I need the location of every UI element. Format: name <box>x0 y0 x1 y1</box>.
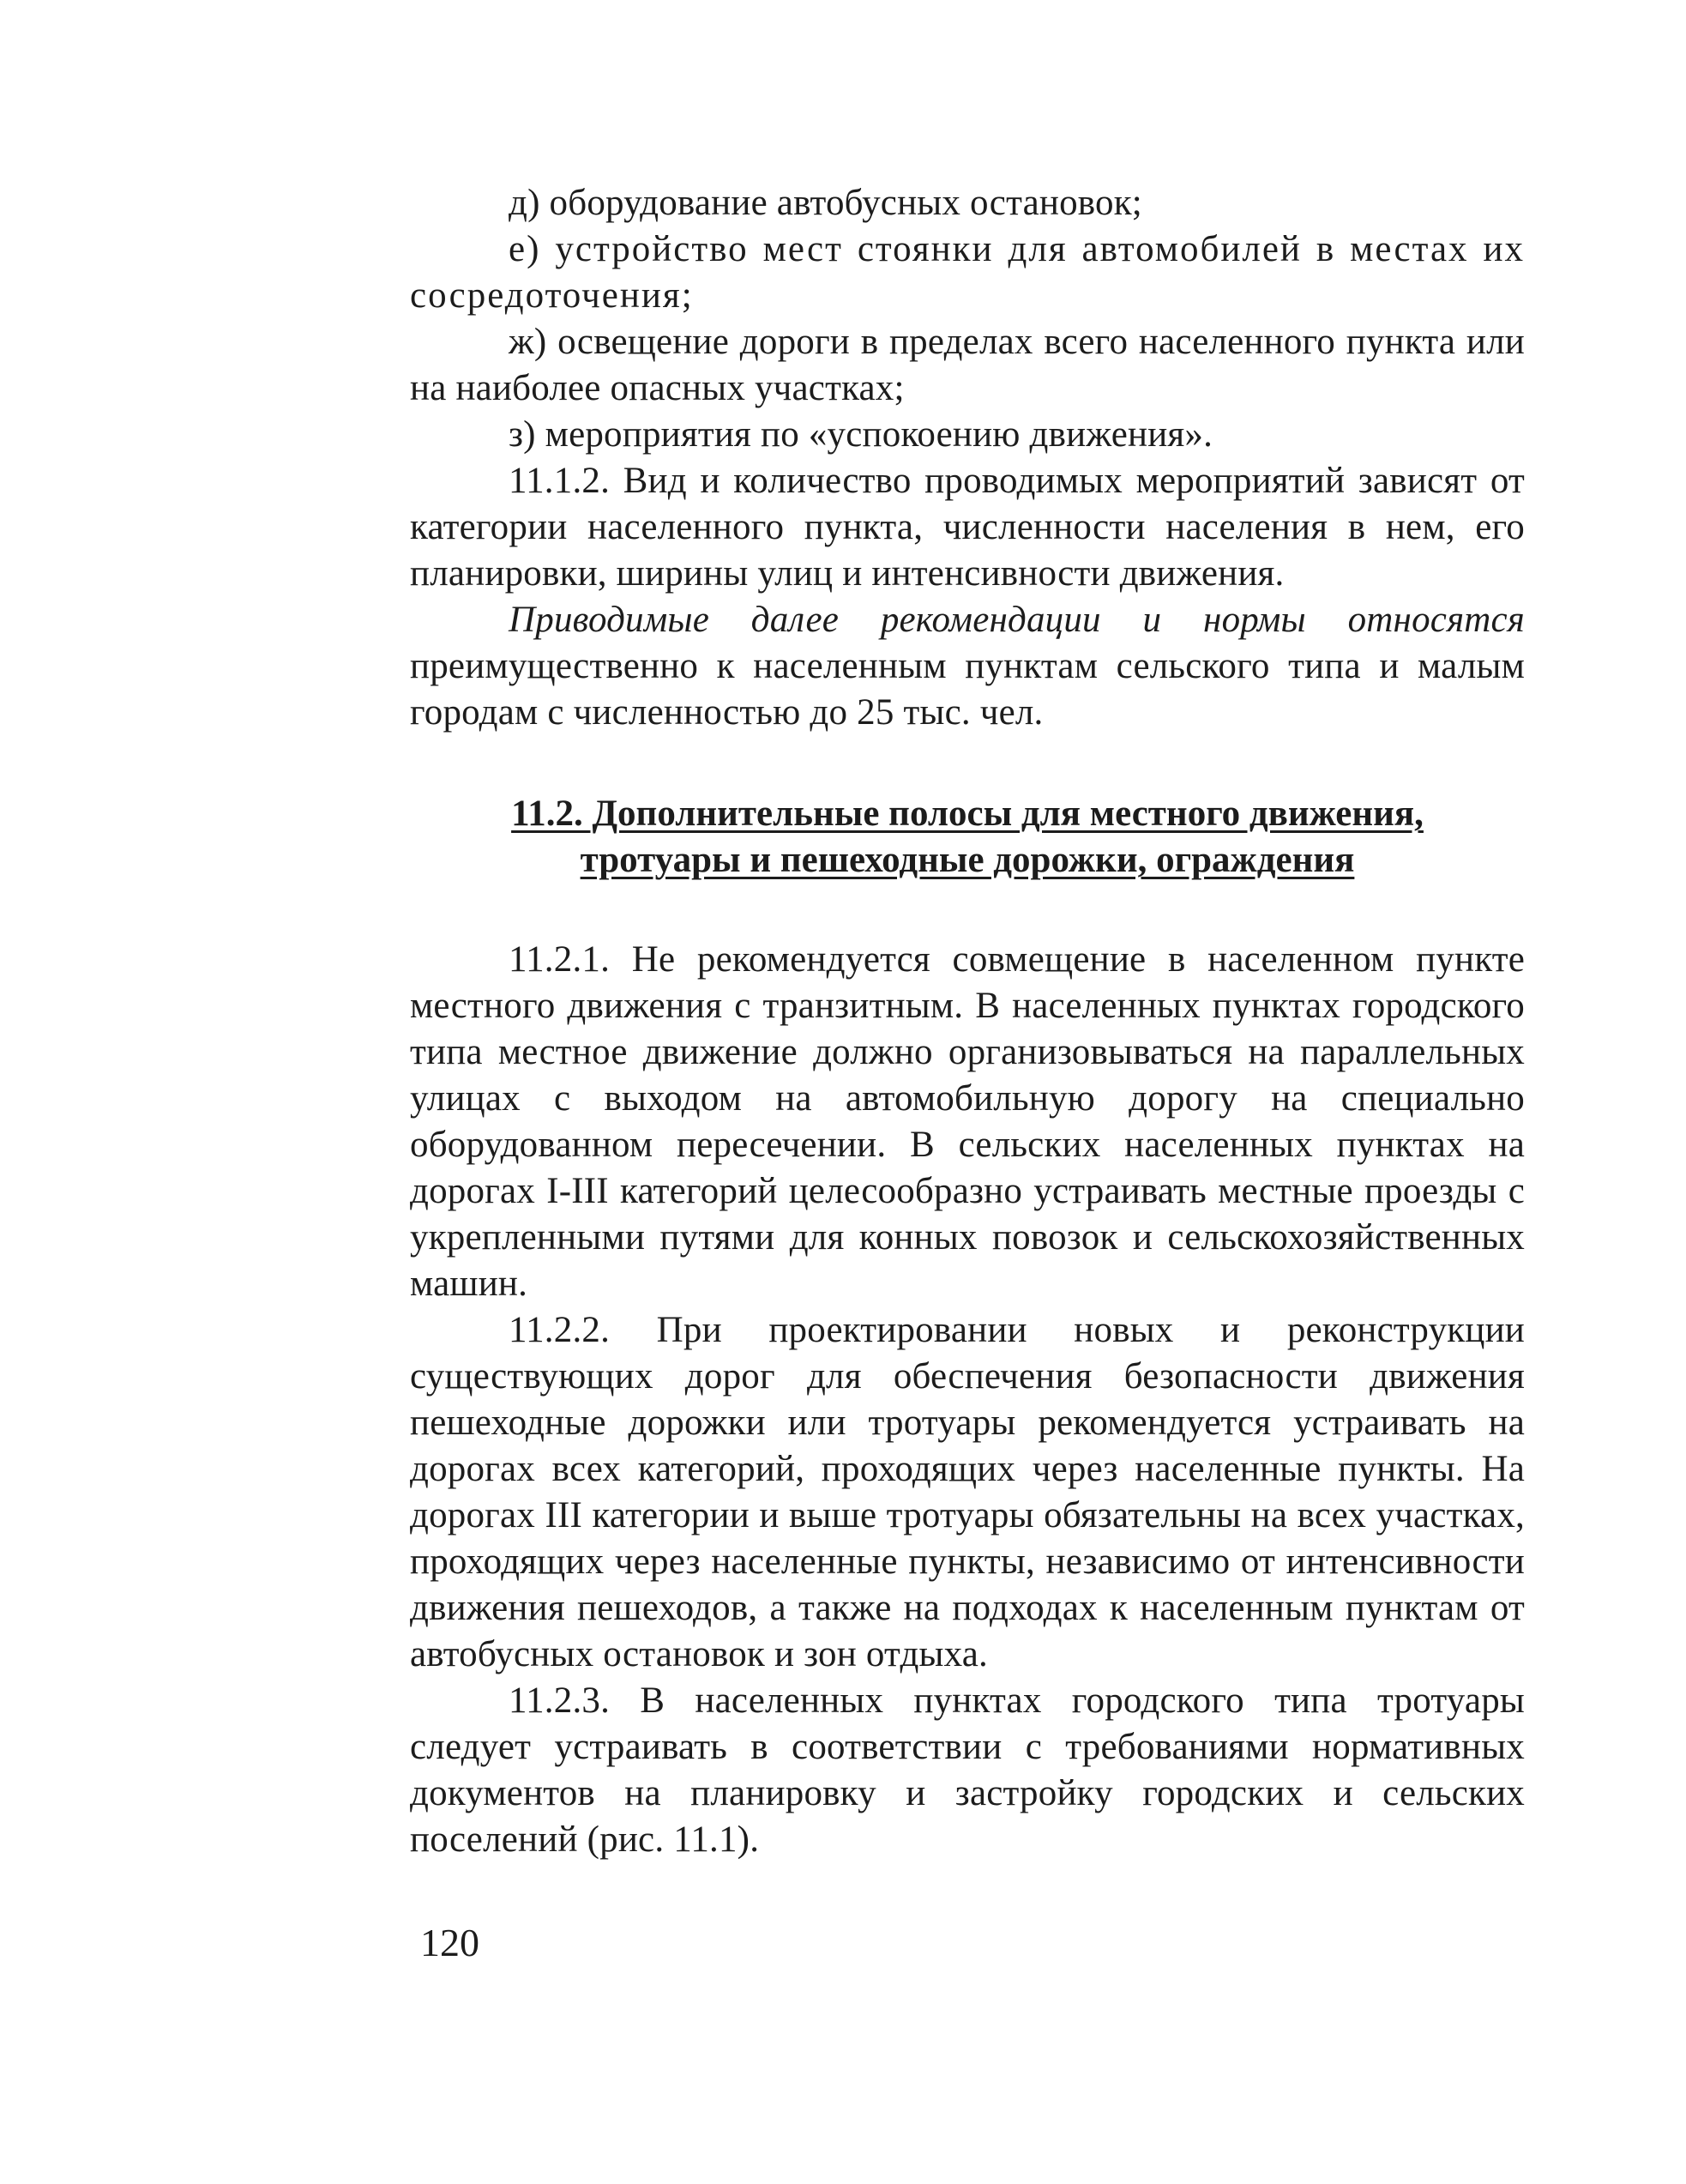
heading-line-2: тротуары и пешеходные дорожки, ограждения <box>580 840 1355 880</box>
recommendations-lead: Приводимые далее рекомендации и нормы относятся <box>509 600 1525 640</box>
paragraph-11-1-2: 11.1.2. Вид и количество проводимых мероприятий зависят от категории населенного пункта, численности населения в нем, его планировки, ширины улиц и интенсивности движения. <box>410 461 1525 594</box>
page-number: 120 <box>420 1921 479 1964</box>
list-item-z: з) мероприятия по «успокоению движения». <box>509 414 1213 455</box>
paragraph-11-2-3: 11.2.3. В населенных пунктах городского типа тротуары следует устраивать в соответствии с требованиями нормативных документов на планировку и застройку городских и сельских поселений (рис. 11.1). <box>410 1680 1525 1860</box>
paragraph-recommendations <box>410 597 1525 736</box>
heading-line-1: 11.2. Дополнительные полосы для местного движения, <box>511 793 1424 834</box>
section-heading-11-2 <box>410 791 1525 884</box>
document-page <box>410 180 1525 1863</box>
list-item-zh: ж) освещение дороги в пределах всего населенного пункта или на наиболее опасных участках; <box>410 322 1525 408</box>
list-item-d: д) оборудование автобусных остановок; <box>509 183 1142 223</box>
recommendations-rest: преимущественно к населенным пунктам сельского типа и малым городам с численностью до 25 тыс. чел. <box>410 646 1525 733</box>
list-item-e: е) устройство мест стоянки для автомобилей в местах их сосредоточения; <box>410 229 1525 316</box>
paragraph-11-2-1: 11.2.1. Не рекомендуется совмещение в населенном пункте местного движения с транзитным. В населенных пунктах городского типа местное движение должно организовываться на параллельных улицах с выходом на автомобильную дорогу на специально оборудованном пересечении. В сельских населенных пунктах на дорогах I-III категорий целесообразно устраивать местные проезды с укрепленными путями для конных повозок и сельскохозяйственных машин. <box>410 939 1525 1304</box>
paragraph-11-2-2: 11.2.2. При проектировании новых и реконструкции существующих дорог для обеспечения безопасности движения пешеходные дорожки или тротуары рекомендуется устраивать на дорогах всех категорий, проходящих через населенные пункты. На дорогах III категории и выше тротуары обязательны на всех участках, проходящих через населенные пункты, независимо от интенсивности движения пешеходов, а также на подходах к населенным пунктам от автобусных остановок и зон отдыха. <box>410 1310 1525 1674</box>
